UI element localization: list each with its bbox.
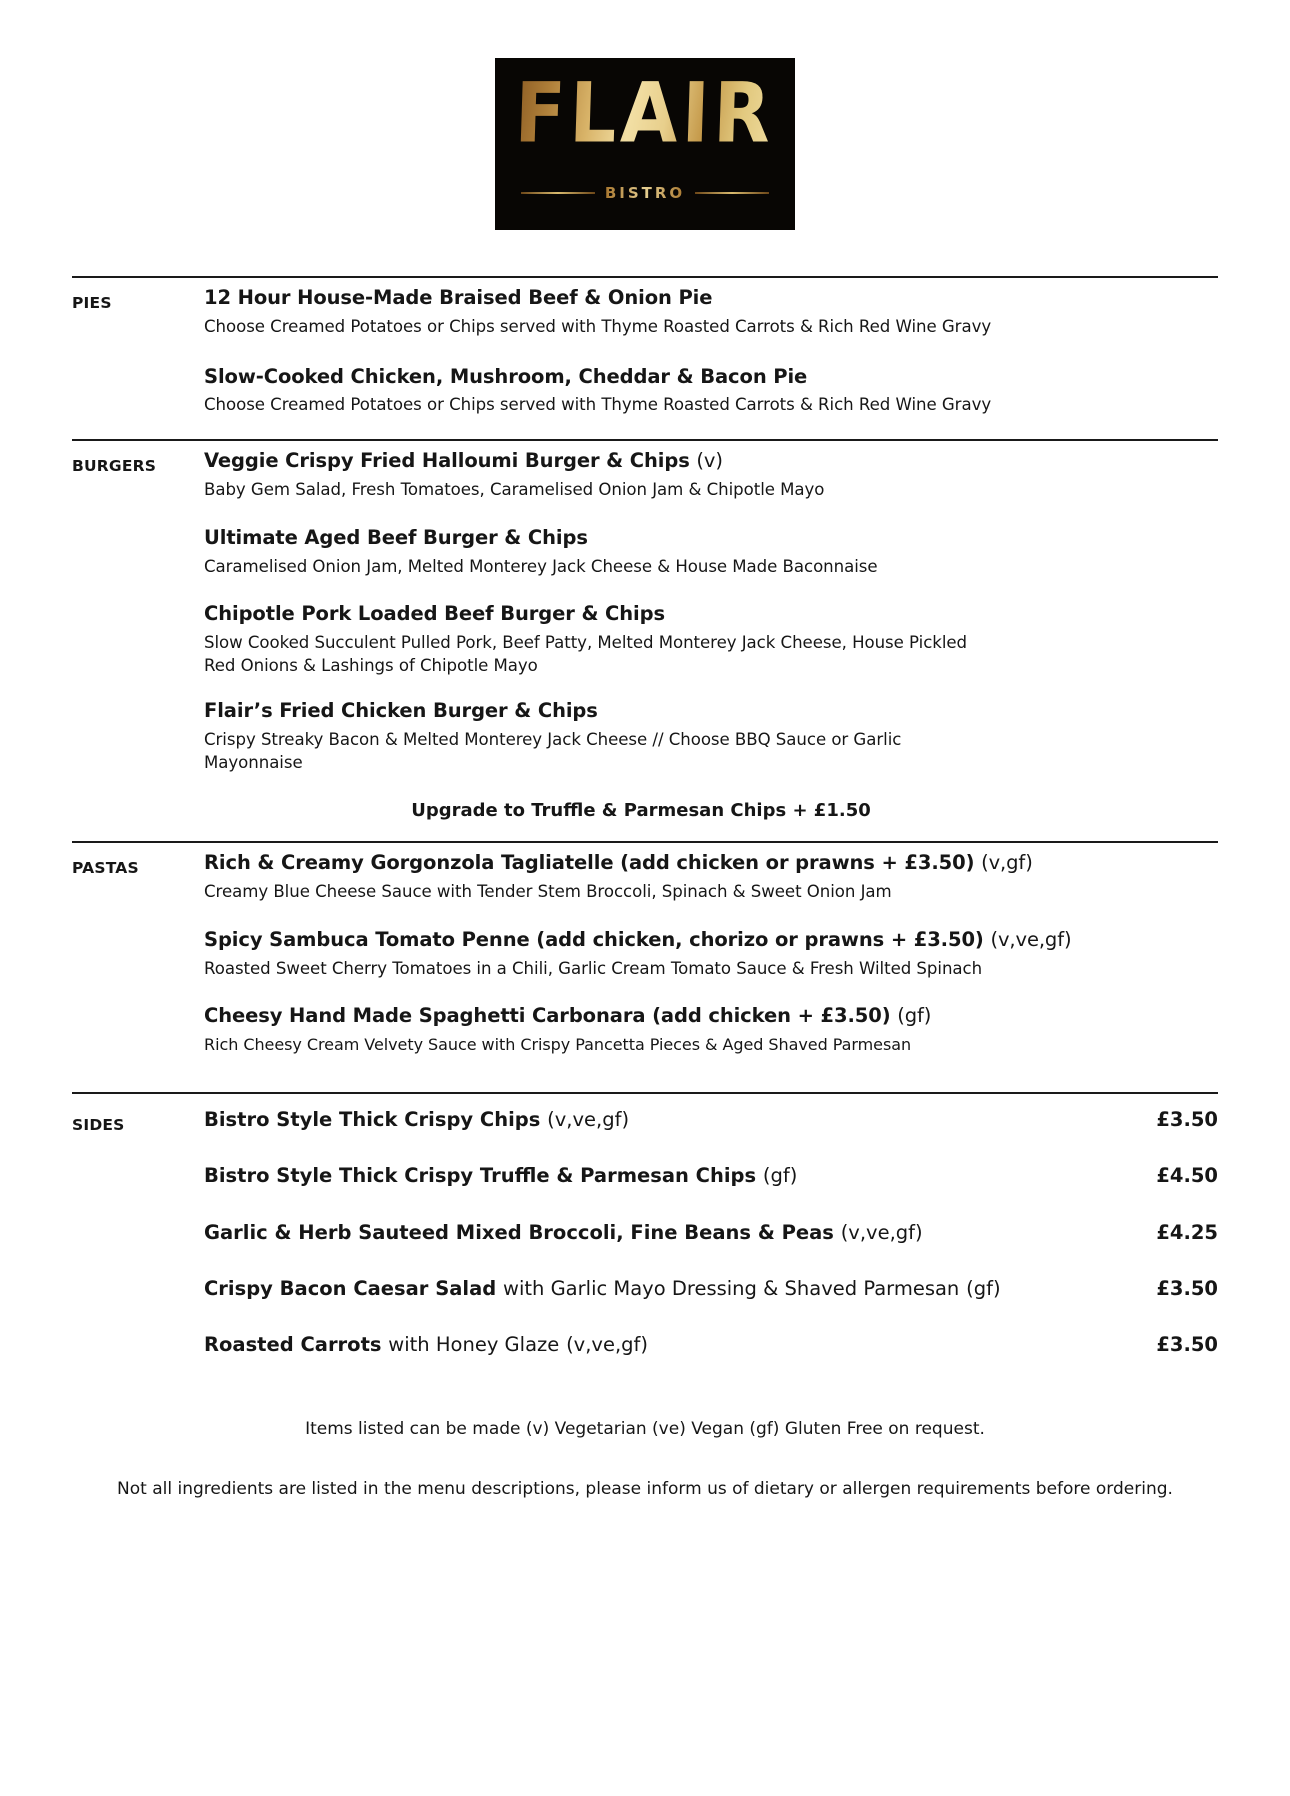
menu-item-description: Roasted Sweet Cherry Tomatoes in a Chili, Garlic Cream Tomato Sauce & Fresh Wilted Spinach bbox=[204, 958, 983, 978]
side-item-price: £3.50 bbox=[1156, 1277, 1218, 1301]
menu-item-title bbox=[204, 602, 1218, 627]
side-item-price: £3.50 bbox=[1156, 1333, 1218, 1357]
menu-item-name: Veggie Crispy Fried Halloumi Burger & Chips bbox=[204, 449, 690, 473]
section-items-pastas bbox=[200, 851, 1218, 1076]
side-item-name-group bbox=[204, 1277, 1001, 1301]
menu-item-dietary-tag: (gf) bbox=[897, 1004, 932, 1028]
side-item-name-detail: with Garlic Mayo Dressing & Shaved Parmesan bbox=[503, 1277, 960, 1301]
menu-item-description: Rich Cheesy Cream Velvety Sauce with Crispy Pancetta Pieces & Aged Shaved Parmesan bbox=[204, 1035, 912, 1055]
burger-upgrade-note: Upgrade to Truffle & Parmesan Chips + £1.50 bbox=[411, 800, 871, 822]
menu-item-name: 12 Hour House-Made Braised Beef & Onion Pie bbox=[204, 286, 713, 309]
side-row bbox=[204, 1333, 1218, 1357]
menu-item-description: Creamy Blue Cheese Sauce with Tender Stem Broccoli, Spinach & Sweet Onion Jam bbox=[204, 882, 892, 902]
logo-header bbox=[0, 0, 1290, 230]
menu-item-title bbox=[204, 526, 1218, 551]
side-item-name-group bbox=[204, 1108, 629, 1132]
allergen-notice-text: Not all ingredients are listed in the menu descriptions, please inform us of dietary or allergen requirements before ordering. bbox=[117, 1478, 1173, 1499]
side-row bbox=[204, 1108, 1218, 1132]
side-item-dietary-tag: (v,ve,gf) bbox=[547, 1107, 630, 1131]
menu-section-pastas bbox=[72, 841, 1218, 1092]
menu-item bbox=[204, 851, 1218, 904]
menu-item-name: Flair’s Fried Chicken Burger & Chips bbox=[204, 699, 598, 723]
logo-wordmark: FLAIR bbox=[513, 65, 777, 162]
menu-item bbox=[204, 928, 1218, 981]
menu-item-name: Cheesy Hand Made Spaghetti Carbonara (add chicken + £3.50) bbox=[204, 1004, 891, 1028]
side-item-name: Garlic & Herb Sauteed Mixed Broccoli, Fine Beans & Peas bbox=[204, 1220, 834, 1244]
side-item-dietary-tag: (v,ve,gf) bbox=[840, 1220, 923, 1244]
menu-item bbox=[204, 449, 1218, 502]
side-row bbox=[204, 1164, 1218, 1188]
menu-item-name: Rich & Creamy Gorgonzola Tagliatelle (add chicken or prawns + £3.50) bbox=[204, 851, 975, 875]
side-item-dietary-tag: (gf) bbox=[966, 1277, 1001, 1301]
menu-item-description: Choose Creamed Potatoes or Chips served with Thyme Roasted Carrots & Rich Red Wine Gravy bbox=[204, 395, 992, 415]
menu-item-description: Crispy Streaky Bacon & Melted Monterey Jack Cheese // Choose BBQ Sauce or Garlic Mayonnaise bbox=[204, 730, 902, 772]
section-items-pies bbox=[200, 286, 1218, 417]
menu-item bbox=[204, 365, 1218, 418]
side-item-name: Roasted Carrots bbox=[204, 1333, 382, 1357]
logo-subtitle: BISTRO bbox=[604, 184, 686, 202]
menu-item-name: Chipotle Pork Loaded Beef Burger & Chips bbox=[204, 602, 666, 626]
section-label-sides: SIDES bbox=[72, 1115, 125, 1134]
section-label-pastas: PASTAS bbox=[72, 859, 139, 878]
menu-item-dietary-tag: (v,gf) bbox=[981, 851, 1033, 875]
menu-item-name: Spicy Sambuca Tomato Penne (add chicken, chorizo or prawns + £3.50) bbox=[204, 927, 984, 951]
dietary-legend-text: Items listed can be made (v) Vegetarian (ve) Vegan (gf) Gluten Free on request. bbox=[305, 1418, 985, 1439]
menu-item-description: Caramelised Onion Jam, Melted Monterey Jack Cheese & House Made Baconnaise bbox=[204, 556, 878, 576]
flair-bistro-logo bbox=[495, 58, 795, 230]
side-item-dietary-tag: (v,ve,gf) bbox=[566, 1333, 648, 1357]
menu-item-title bbox=[204, 1004, 1218, 1029]
menu-item-name: Ultimate Aged Beef Burger & Chips bbox=[204, 525, 588, 549]
side-item-name: Bistro Style Thick Crispy Truffle & Parmesan Chips bbox=[204, 1164, 757, 1188]
menu-item bbox=[204, 699, 1218, 774]
menu-item-description: Choose Creamed Potatoes or Chips served with Thyme Roasted Carrots & Rich Red Wine Gravy bbox=[204, 316, 992, 336]
menu-item-description: Slow Cooked Succulent Pulled Pork, Beef Patty, Melted Monterey Jack Cheese, House Pickled Red Onions & Lashings of Chipotle Mayo bbox=[204, 633, 968, 675]
section-label-burgers: BURGERS bbox=[72, 457, 157, 476]
section-items-sides bbox=[200, 1108, 1218, 1358]
menu-item-title bbox=[204, 928, 1218, 953]
menu-item-title bbox=[204, 365, 1218, 390]
side-row bbox=[204, 1277, 1218, 1301]
logo-rule-right bbox=[695, 192, 769, 194]
side-item-name: Crispy Bacon Caesar Salad bbox=[204, 1277, 497, 1301]
menu-item-dietary-tag: (v,ve,gf) bbox=[990, 927, 1072, 951]
menu-item-title bbox=[204, 449, 1218, 474]
menu-item-title bbox=[204, 851, 1218, 876]
side-item-price: £3.50 bbox=[1156, 1107, 1218, 1131]
side-item-name-group bbox=[204, 1333, 648, 1357]
menu-item-title bbox=[204, 699, 1218, 724]
menu-section-pies bbox=[72, 276, 1218, 439]
side-item-name-group bbox=[204, 1221, 923, 1245]
side-item-name-group bbox=[204, 1164, 797, 1188]
menu-section-burgers bbox=[72, 439, 1218, 841]
menu-item-name: Slow-Cooked Chicken, Mushroom, Cheddar & Bacon Pie bbox=[204, 364, 808, 388]
menu-item-description: Baby Gem Salad, Fresh Tomatoes, Caramelised Onion Jam & Chipotle Mayo bbox=[204, 479, 825, 499]
logo-rule-left bbox=[521, 192, 595, 194]
menu-body bbox=[0, 276, 1290, 1501]
section-items-burgers bbox=[200, 449, 1218, 827]
side-item-name: Bistro Style Thick Crispy Chips bbox=[204, 1107, 541, 1131]
menu-item bbox=[204, 602, 1218, 677]
menu-item-title bbox=[204, 286, 1218, 311]
side-item-name-detail: with Honey Glaze bbox=[388, 1333, 560, 1357]
logo-subtitle-row bbox=[495, 184, 795, 202]
menu-item bbox=[204, 526, 1218, 579]
menu-item bbox=[204, 1004, 1218, 1056]
section-label-pies: PIES bbox=[72, 294, 112, 312]
menu-footer bbox=[72, 1418, 1218, 1502]
menu-section-sides bbox=[72, 1092, 1218, 1358]
side-row bbox=[204, 1221, 1218, 1245]
side-item-dietary-tag: (gf) bbox=[762, 1164, 798, 1188]
side-item-price: £4.50 bbox=[1156, 1164, 1218, 1188]
menu-item bbox=[204, 286, 1218, 339]
side-item-price: £4.25 bbox=[1156, 1220, 1218, 1244]
menu-item-dietary-tag: (v) bbox=[696, 449, 723, 473]
